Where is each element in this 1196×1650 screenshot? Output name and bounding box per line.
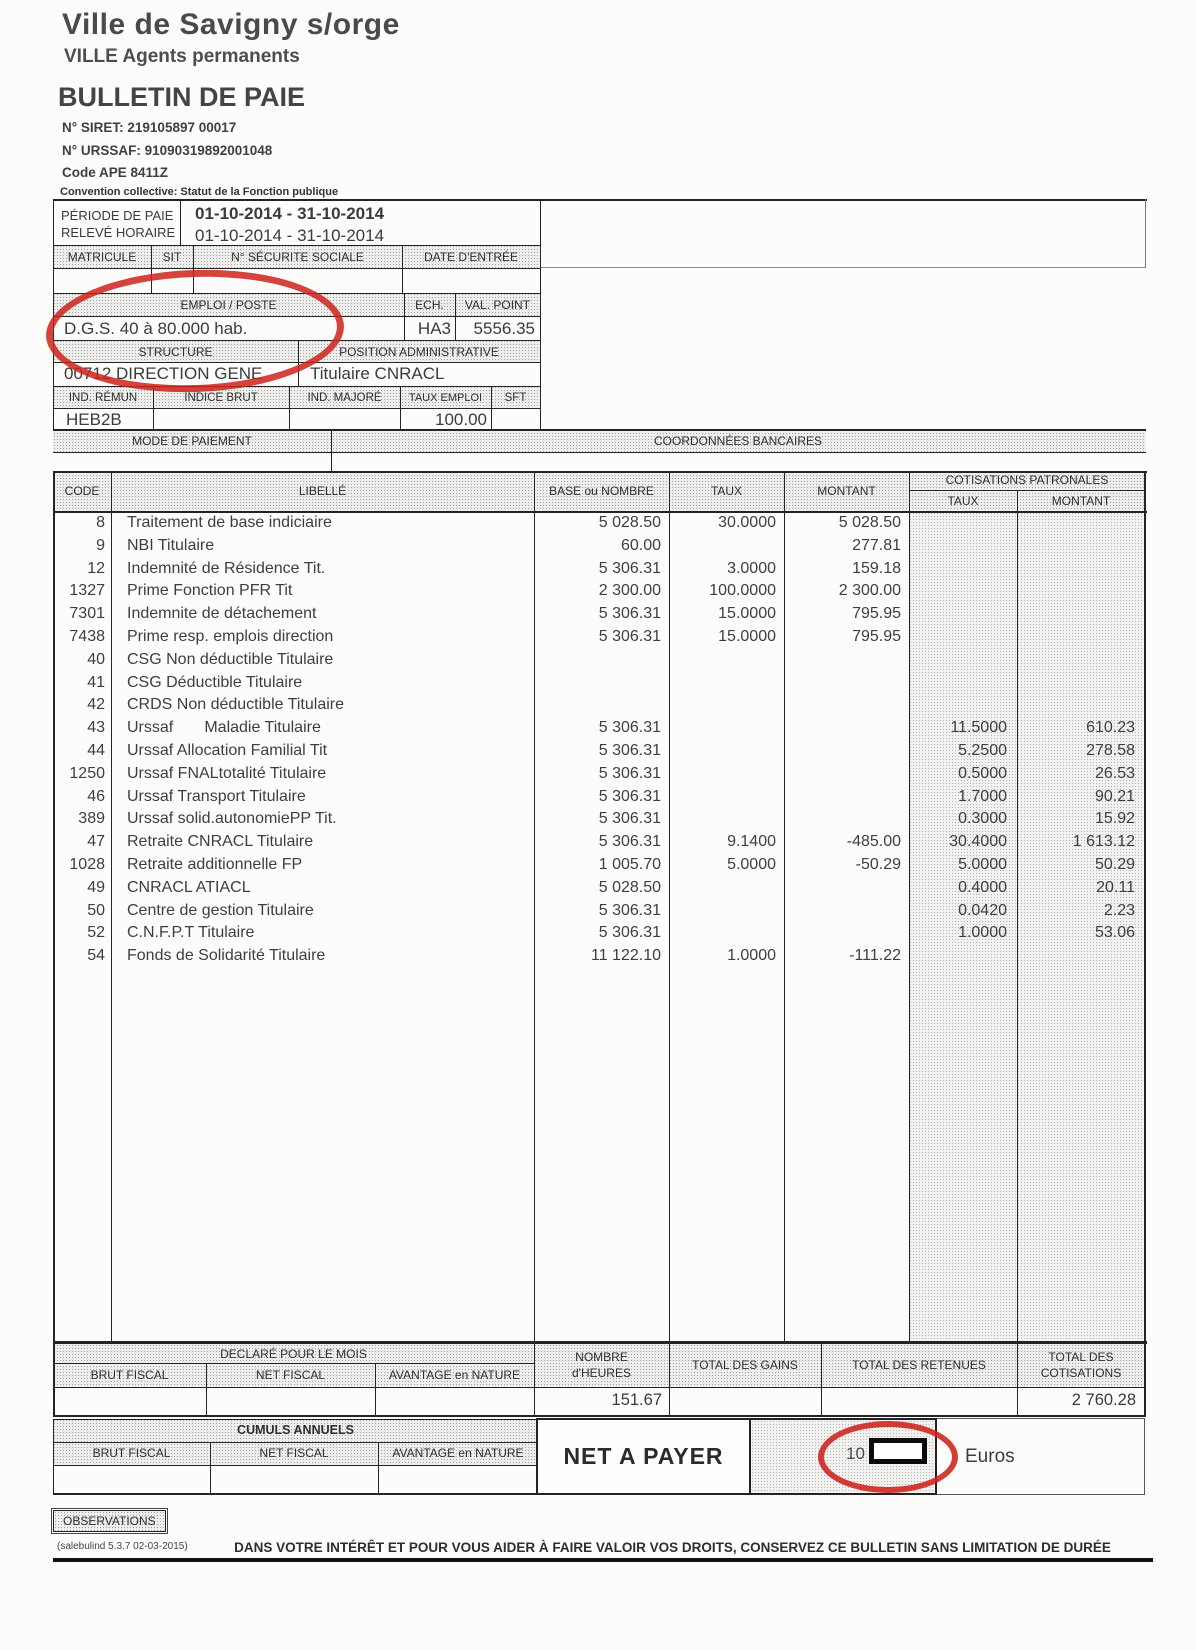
table-cell: 0.4000 [958,878,1007,896]
table-row [53,854,1145,877]
table-cell [669,763,784,786]
table-cell: Fonds de Solidarité Titulaire [127,947,326,965]
table-cell: 5.0000 [727,855,776,873]
col-pat-taux-label: TAUX [947,494,979,508]
table-cell: 5 306.31 [598,833,661,851]
table-cell [1017,672,1145,695]
table-cell [1017,580,1145,603]
col-code-label: CODE [64,484,100,498]
net-fiscal-label: NET FISCAL [255,1368,326,1382]
net-a-payer-label: NET A PAYER [563,1443,724,1469]
table-row [53,740,1145,763]
ind-remun-value: HEB2B [66,410,122,429]
table-cell [784,808,909,831]
table-row [53,580,1145,603]
table-cell [909,649,1017,672]
table-cell: 100.0000 [709,582,776,600]
table-cell [669,922,784,945]
table-cell: 15.0000 [718,605,776,623]
table-cell: 0.3000 [958,810,1007,828]
org-subtitle: VILLE Agents permanents [64,46,300,67]
table-cell [784,900,909,923]
currency-label: Euros [965,1446,1015,1467]
table-cell [909,558,1017,581]
table-cell [669,877,784,900]
table-cell [1017,626,1145,649]
table-cell: 610.23 [1086,719,1135,737]
net-a-payer-visible-value: 10 [846,1444,865,1463]
net-a-payer-label-cell [536,1418,751,1495]
table-cell [1017,558,1145,581]
table-cell [1017,694,1145,717]
brut-fiscal-label: BRUT FISCAL [90,1368,169,1382]
table-cell: 44 [87,741,105,759]
val-point-value: 5556.35 [473,319,535,338]
ind-remun-label: IND. RÉMUN [68,392,138,404]
table-cell: 26.53 [1094,764,1135,782]
table-cell [909,672,1017,695]
val-point-label: VAL. POINT [464,298,531,312]
table-cell: 3.0000 [727,559,776,577]
structure-label: STRUCTURE [138,345,213,359]
emploi-poste-label: EMPLOI / POSTE [180,298,277,312]
table-cell [669,694,784,717]
table-cell [669,740,784,763]
bottom-rule [53,1558,1153,1562]
table-cell: -50.29 [855,855,901,873]
table-row [53,945,1145,968]
table-cell [1017,945,1145,968]
table-cell: 30.0000 [718,514,776,531]
table-cell: 52 [87,924,105,942]
doc-title: BULLETIN DE PAIE [58,82,306,112]
table-cell: 389 [78,810,105,828]
table-cell: 5 028.50 [598,878,661,896]
table-cell: 1250 [69,764,105,782]
table-cell: 5.0000 [958,855,1007,873]
table-cell: 8 [96,514,105,531]
table-cell: 7438 [69,627,105,645]
table-cell: 0.0420 [958,901,1007,919]
periode-value: 01-10-2014 - 31-10-2014 [195,204,385,223]
table-cell: 1.7000 [958,787,1007,805]
table-cell: 15.92 [1094,810,1135,828]
total-retenues-label: TOTAL DES RETENUES [852,1358,986,1372]
table-cell: 40 [87,650,105,668]
table-cell [784,694,909,717]
cumuls-avantage-nature-label: AVANTAGE en NATURE [392,1446,524,1460]
cumuls-annuels-label: CUMULS ANNUELS [237,1423,354,1437]
table-row [53,672,1145,695]
ech-value: HA3 [417,319,451,338]
table-cell: 60.00 [620,536,661,554]
table-cell: 5 306.31 [598,559,661,577]
observations-label: OBSERVATIONS [53,1510,166,1532]
table-cell: 277.81 [852,536,901,554]
declare-mois-label: DECLARÉ POUR LE MOIS [220,1347,367,1361]
table-cell [784,672,909,695]
table-cell: 50.29 [1094,855,1135,873]
table-cell [784,649,909,672]
emploi-poste-value: D.G.S. 40 à 80.000 hab. [64,319,248,338]
table-cell: 5 028.50 [598,514,661,531]
sft-label: SFT [504,392,527,404]
table-cell: -485.00 [846,833,901,851]
red-circle-emploi [44,265,346,397]
table-cell: 53.06 [1094,924,1135,942]
table-cell [534,672,669,695]
col-montant-label: MONTANT [817,484,876,498]
table-cell: 41 [87,673,105,691]
table-cell [784,786,909,809]
releve-value: 01-10-2014 - 31-10-2014 [195,226,385,245]
table-cell: 30.4000 [949,833,1007,851]
table-row [53,558,1145,581]
coordonnees-bancaires-label: COORDONNÉES BANCAIRES [653,434,823,448]
table-row [53,603,1145,626]
table-cell [784,763,909,786]
table-cell: 11.5000 [950,719,1007,737]
table-cell [909,603,1017,626]
position-administrative-label: POSITION ADMINISTRATIVE [339,345,499,359]
table-cell: 5 306.31 [598,901,661,919]
secu-label: N° SÉCURITE SOCIALE [231,250,364,264]
table-cell: CRDS Non déductible Titulaire [127,696,344,714]
table-cell: 5 306.31 [598,924,661,942]
table-cell: 2 300.00 [838,582,901,600]
table-row [53,649,1145,672]
urssaf-number: N° URSSAF: 91090319892001048 [62,143,273,158]
table-cell: Urssaf Transport Titulaire [127,787,306,805]
table-cell: 1 613.12 [1072,833,1135,851]
table-cell: 47 [87,833,105,851]
nombre-heures-value: 151.67 [611,1391,662,1409]
ape-code: Code APE 8411Z [62,165,169,180]
col-patronales-label: COTISATIONS PATRONALES [945,473,1109,487]
table-cell [669,808,784,831]
table-cell: Urssaf solid.autonomiePP Tit. [127,810,337,828]
position-administrative-value: Titulaire CNRACL [310,364,445,383]
table-cell: 1327 [69,582,105,600]
structure-value: 00712 DIRECTION GENE [64,364,263,383]
total-cotisations-value: 2 760.28 [1071,1391,1136,1409]
table-row [53,535,1145,558]
col-base-label: BASE ou NOMBRE [549,484,654,498]
matricule-label: MATRICULE [67,250,137,264]
table-row [53,763,1145,786]
table-cell [1017,649,1145,672]
table-cell [669,900,784,923]
table-cell [784,740,909,763]
table-row [53,512,1145,535]
table-row [53,922,1145,945]
table-cell: 43 [87,719,105,737]
table-cell: Prime resp. emplois direction [127,627,334,645]
table-cell [1017,603,1145,626]
table-cell: 278.58 [1086,741,1135,759]
total-cotisations-label: TOTAL DES COTISATIONS [1040,1350,1122,1380]
avantage-nature-label: AVANTAGE en NATURE [388,1368,521,1382]
table-cell: Prime Fonction PFR Tit [127,582,293,600]
red-circle-net-amount [818,1421,958,1493]
table-cell: Indemnite de détachement [127,605,317,623]
table-cell: 7301 [69,605,105,623]
table-cell: 5 306.31 [598,810,661,828]
table-cell: 9 [96,536,105,554]
table-cell: 90.21 [1094,787,1135,805]
table-cell [784,922,909,945]
table-cell: 46 [87,787,105,805]
table-cell [534,649,669,672]
ech-label: ECH. [415,298,444,312]
table-cell: Traitement de base indiciaire [127,514,332,531]
indice-brut-label: INDICE BRUT [184,392,258,404]
table-cell: 5 306.31 [598,787,661,805]
table-cell: Indemnité de Résidence Tit. [127,559,326,577]
table-cell: Retraite additionnelle FP [127,855,303,873]
table-cell [669,717,784,740]
table-cell: 5 306.31 [598,764,661,782]
table-row [53,808,1145,831]
table-cell [669,672,784,695]
table-row [53,786,1145,809]
table-cell: Urssaf Allocation Familial Tit [127,741,328,759]
total-gains-label: TOTAL DES GAINS [692,1358,798,1372]
table-cell [909,580,1017,603]
table-row [53,831,1145,854]
table-cell: 5 028.50 [838,514,901,531]
table-cell [784,717,909,740]
taux-emploi-label: TAUX EMPLOI [408,392,483,404]
table-cell: Retraite CNRACL Titulaire [127,833,314,851]
table-cell: 159.18 [852,559,901,577]
cumuls-net-fiscal-label: NET FISCAL [259,1446,329,1460]
ind-majore-label: IND. MAJORÉ [307,392,382,404]
col-taux-label: TAUX [710,484,743,498]
table-cell: Urssaf Maladie Titulaire [127,719,321,737]
sit-label: SIT [162,250,182,264]
convention-collective: Convention collective: Statut de la Fonction publique [60,186,339,198]
table-cell [909,694,1017,717]
table-cell: 42 [87,696,105,714]
table-cell [784,877,909,900]
table-cell [534,694,669,717]
nombre-heures-label: NOMBRE d'HEURES [572,1350,631,1380]
table-cell: 5 306.31 [598,719,661,737]
table-cell [1017,535,1145,558]
table-cell: 49 [87,878,105,896]
table-cell: 795.95 [852,627,901,645]
table-cell: 11 122.10 [591,947,661,965]
table-cell: 1028 [69,855,105,873]
table-cell: 5 306.31 [598,627,661,645]
col-libelle-label: LIBELLÉ [298,484,347,498]
table-cell [909,535,1017,558]
date-entree-label: DATE D'ENTRÉE [423,250,519,264]
table-cell: 1.0000 [958,924,1007,942]
col-pat-montant-label: MONTANT [1051,494,1111,508]
table-cell: NBI Titulaire [127,536,215,554]
table-cell: 15.0000 [718,627,776,645]
table-row [53,626,1145,649]
table-cell: 1 005.70 [598,855,661,873]
table-cell: -111.22 [849,947,901,965]
table-cell: 5.2500 [958,741,1007,759]
mode-paiement-label: MODE DE PAIEMENT [132,434,252,448]
table-cell: 50 [87,901,105,919]
table-cell: CNRACL ATIACL [127,878,251,896]
table-cell [909,626,1017,649]
table-cell: 5 306.31 [598,741,661,759]
table-cell: 9.1400 [727,833,776,851]
table-cell [669,786,784,809]
table-cell: CSG Non déductible Titulaire [127,650,334,668]
taux-emploi-value: 100.00 [435,410,487,429]
table-cell [1017,512,1145,535]
payslip-line-items [53,512,1145,968]
table-cell: CSG Déductible Titulaire [127,673,303,691]
table-cell: Centre de gestion Titulaire [127,901,314,919]
table-cell: 0.5000 [958,764,1007,782]
table-cell: 5 306.31 [598,605,661,623]
cumuls-brut-fiscal-label: BRUT FISCAL [92,1446,171,1460]
table-cell: 1.0000 [727,947,776,965]
table-cell: 20.11 [1096,878,1135,896]
table-cell: 54 [87,947,105,965]
table-cell: 12 [87,559,105,577]
table-row [53,900,1145,923]
table-cell: Urssaf FNALtotalité Titulaire [127,764,327,782]
siret-number: N° SIRET: 219105897 00017 [62,120,237,135]
table-row [53,717,1145,740]
table-cell [909,945,1017,968]
periode-label: PÉRIODE DE PAIE RELEVÉ HORAIRE [61,208,176,240]
table-cell [909,512,1017,535]
table-cell: 2.23 [1103,901,1135,919]
org-name: Ville de Savigny s/orge [62,8,400,41]
table-row [53,877,1145,900]
table-cell: C.N.F.P.T Titulaire [127,924,255,942]
table-cell [669,535,784,558]
table-cell: 795.95 [852,605,901,623]
software-version: (salebulind 5.3.7 02-03-2015) [57,1541,188,1552]
table-cell: 2 300.00 [598,582,661,600]
legal-notice: DANS VOTRE INTÉRÊT ET POUR VOUS AIDER À FAIRE VALOIR VOS DROITS, CONSERVEZ CE BULLETIN SANS LIMITATION DE DURÉE [234,1540,1111,1555]
table-row [53,694,1145,717]
table-cell [669,649,784,672]
